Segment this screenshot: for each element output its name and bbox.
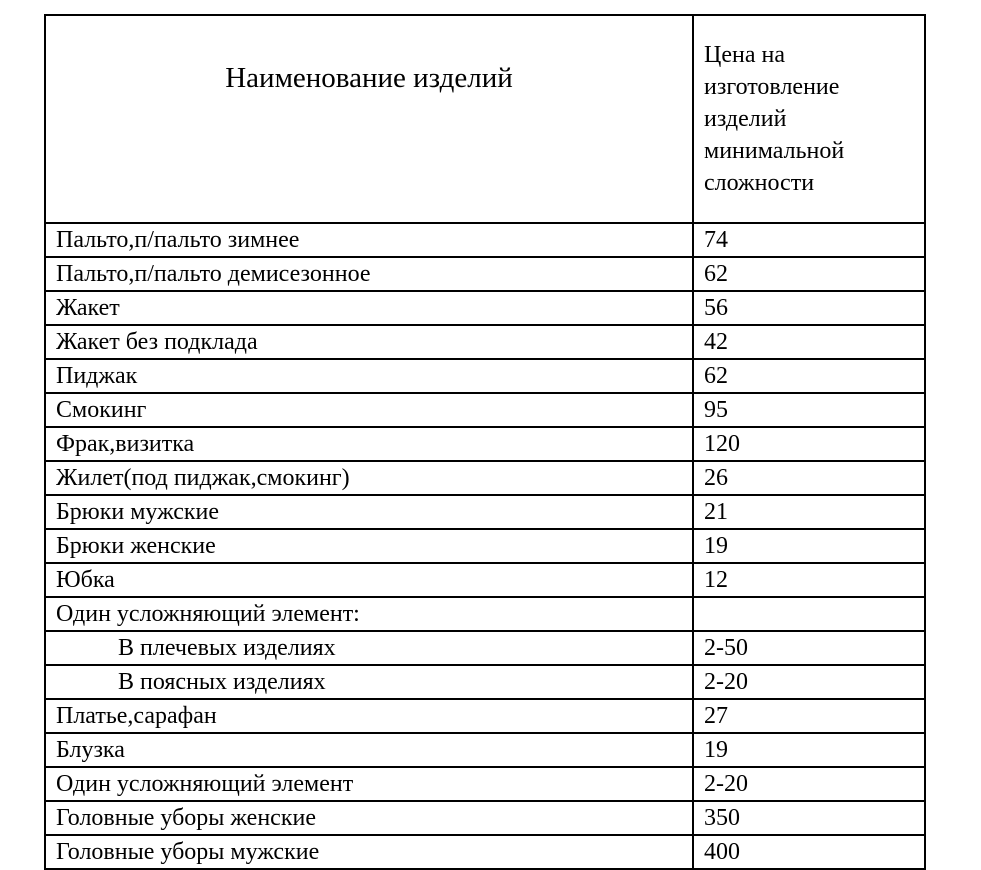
table-header-row: [45, 15, 925, 223]
item-price-cell: 56: [693, 291, 925, 325]
table-row: [45, 223, 925, 257]
price-table: [44, 14, 926, 870]
table-row: [45, 495, 925, 529]
item-price-cell: 62: [693, 359, 925, 393]
item-name-cell: Брюки мужские: [45, 495, 693, 529]
table-row: [45, 393, 925, 427]
item-price-cell: [693, 597, 925, 631]
table-row: [45, 325, 925, 359]
table-row: [45, 733, 925, 767]
item-price-cell: 120: [693, 427, 925, 461]
item-name-cell: Головные уборы мужские: [45, 835, 693, 869]
item-name-cell: В поясных изделиях: [45, 665, 693, 699]
item-price-cell: 400: [693, 835, 925, 869]
item-name-cell: Блузка: [45, 733, 693, 767]
item-price-cell: 27: [693, 699, 925, 733]
item-name-cell: В плечевых изделиях: [45, 631, 693, 665]
table-row: [45, 427, 925, 461]
table-row: [45, 461, 925, 495]
item-name-cell: Юбка: [45, 563, 693, 597]
table-row: [45, 563, 925, 597]
item-price-cell: 2-20: [693, 767, 925, 801]
item-price-cell: 26: [693, 461, 925, 495]
table-row: [45, 835, 925, 869]
table-row: [45, 291, 925, 325]
item-price-cell: 2-50: [693, 631, 925, 665]
item-price-cell: 12: [693, 563, 925, 597]
table-row: [45, 665, 925, 699]
table-row: [45, 359, 925, 393]
item-name-cell: Платье,сарафан: [45, 699, 693, 733]
table-row: [45, 699, 925, 733]
item-name-cell: Головные уборы женские: [45, 801, 693, 835]
table-row: [45, 597, 925, 631]
item-price-cell: 95: [693, 393, 925, 427]
item-price-cell: 19: [693, 733, 925, 767]
item-price-cell: 19: [693, 529, 925, 563]
item-price-cell: 2-20: [693, 665, 925, 699]
table-row: [45, 631, 925, 665]
item-price-cell: 42: [693, 325, 925, 359]
table-row: [45, 257, 925, 291]
item-name-cell: Пиджак: [45, 359, 693, 393]
item-name-cell: Жакет: [45, 291, 693, 325]
item-name-cell: Пальто,п/пальто зимнее: [45, 223, 693, 257]
item-name-cell: Брюки женские: [45, 529, 693, 563]
item-price-cell: 350: [693, 801, 925, 835]
table-row: [45, 801, 925, 835]
item-name-cell: Пальто,п/пальто демисезонное: [45, 257, 693, 291]
item-name-cell: Жакет без подклада: [45, 325, 693, 359]
item-price-cell: 21: [693, 495, 925, 529]
item-name-cell: Смокинг: [45, 393, 693, 427]
table-row: [45, 767, 925, 801]
item-name-cell: Один усложняющий элемент:: [45, 597, 693, 631]
item-name-cell: Фрак,визитка: [45, 427, 693, 461]
item-price-cell: 62: [693, 257, 925, 291]
item-name-cell: Один усложняющий элемент: [45, 767, 693, 801]
item-price-cell: 74: [693, 223, 925, 257]
item-name-cell: Жилет(под пиджак,смокинг): [45, 461, 693, 495]
header-item-name: Наименование изделий: [45, 15, 693, 223]
header-price: Цена на изготовление изделий минимальной сложности: [693, 15, 925, 223]
table-row: [45, 529, 925, 563]
